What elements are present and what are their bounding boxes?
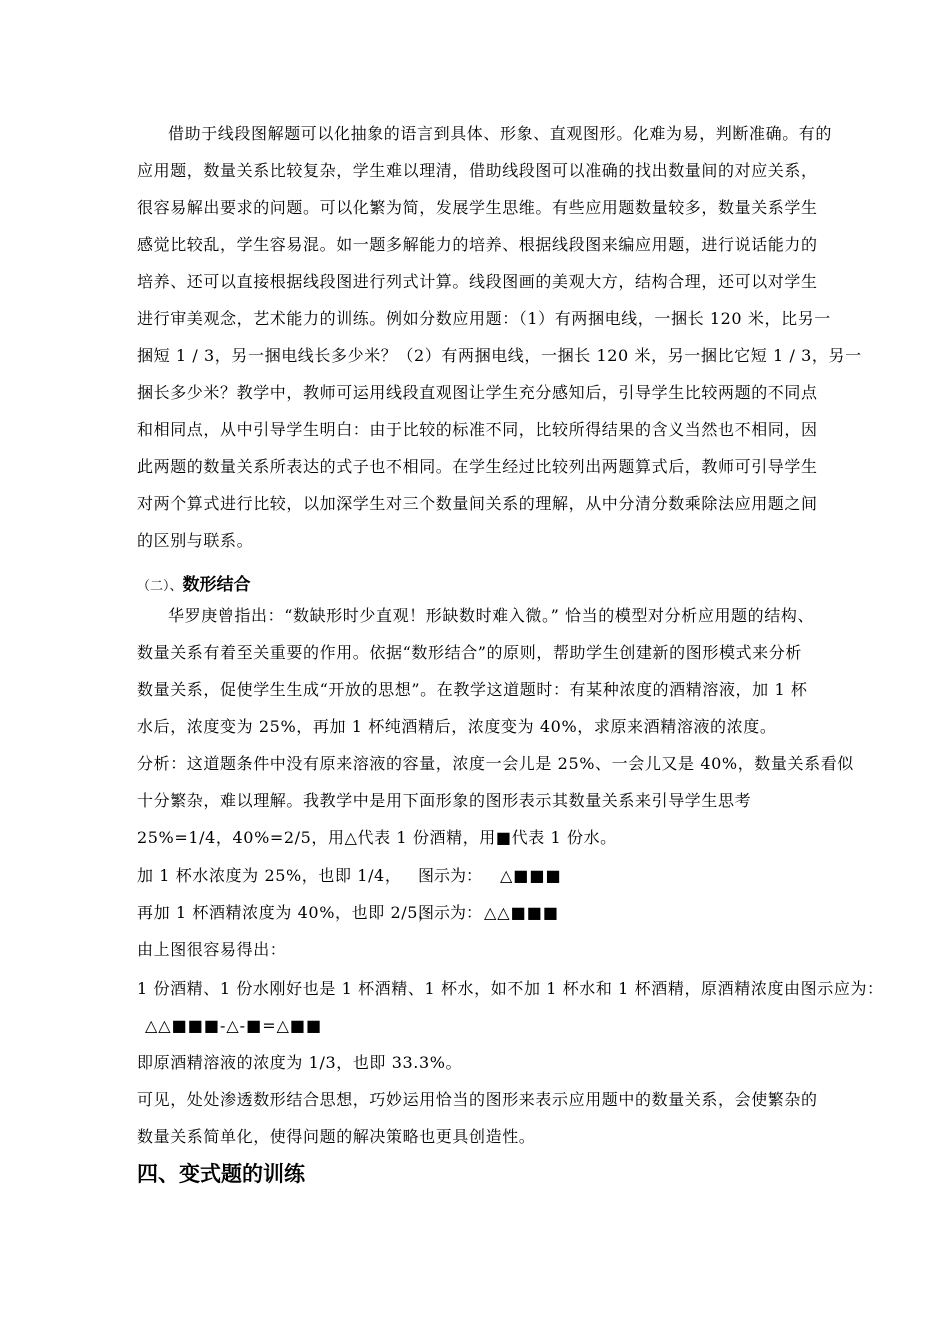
paragraph-line: 数量关系，促使学生生成“开放的思想”。在教学这道题时：有某种浓度的酒精溶液，加 1 杯 [137,680,808,699]
section-number: （二）、 [137,579,183,594]
figure1-symbols: △■■■ [500,866,562,885]
paragraph-line: 捆短 1 / 3，另一捆电线长多少米？（2）有两捆电线，一捆长 120 米，另一捆比它短 1 / 3，另一 [137,346,862,365]
paragraph-line: 对两个算式进行比较，以加深学生对三个数量间关系的理解，从中分清分数乘除法应用题之间 [137,494,818,513]
conclusion-line: 可见，处处渗透数形结合思想，巧妙运用恰当的图形来表示应用题中的数量关系，会使繁杂的 [137,1090,818,1109]
paragraph-line: 进行审美观念，艺术能力的训练。例如分数应用题：（1）有两捆电线，一捆长 120 米，比另一 [137,309,831,328]
conclusion-line: 1 份酒精、1 份水刚好也是 1 杯酒精、1 杯水，如不加 1 杯水和 1 杯酒精，原酒精浓度由图示应为： [137,979,884,998]
conclusion-line: 即原酒精溶液的浓度为 1/3，也即 33.3%。 [137,1053,463,1072]
chapter-heading: 四、变式题的训练 [137,1162,305,1186]
conclusion-line: 由上图很容易得出： [137,940,287,959]
conclusion-line: 数量关系简单化，使得问题的解决策略也更具创造性。 [137,1127,536,1146]
paragraph-line: 华罗庚曾指出：“数缺形时少直观！形缺数时难入微。” 恰当的模型对分析应用题的结构、 [168,606,815,625]
paragraph-line: 此两题的数量关系所表达的式子也不相同。在学生经过比较列出两题算式后，教师可引导学生 [137,457,818,476]
paragraph-line: 感觉比较乱，学生容易混。如一题多解能力的培养、根据线段图来编应用题，进行说话能力的 [137,235,818,254]
paragraph-line: 和相同点，从中引导学生明白：由于比较的标准不同，比较所得结果的含义当然也不相同，因 [137,420,818,439]
analysis-line: 分析：这道题条件中没有原来溶液的容量，浓度一会儿是 25%、一会儿又是 40%，数量关系看似 [137,754,854,773]
paragraph-line: 培养、还可以直接根据线段图进行列式计算。线段图画的美观大方，结构合理，还可以对学生 [137,272,818,291]
paragraph-line: 很容易解出要求的问题。可以化繁为简，发展学生思维。有些应用题数量较多，数量关系学生 [137,198,818,217]
paragraph-line: 的区别与联系。 [137,531,254,550]
paragraph-line: 水后，浓度变为 25%，再加 1 杯纯酒精后，浓度变为 40%，求原来酒精溶液的浓度。 [137,717,777,736]
paragraph-line: 借助于线段图解题可以化抽象的语言到具体、形象、直观图形。化难为易，判断准确。有的 [168,124,833,143]
symbol-equation: △△■■■-△-■=△■■ [145,1016,323,1035]
analysis-line: 25%=1/4，40%=2/5，用△代表 1 份酒精，用■代表 1 份水。 [137,828,617,847]
figure1-text: 加 1 杯水浓度为 25%，也即 1/4， [137,866,402,885]
paragraph-line: 数量关系有着至关重要的作用。依据“数形结合”的原则，帮助学生创建新的图形模式来分析 [137,643,802,662]
figure1-label: 图示为： [418,866,483,885]
section-title: 数形结合 [182,575,251,595]
figure2-label: 图示为： [418,903,483,922]
analysis-line: 十分繁杂，难以理解。我教学中是用下面形象的图形表示其数量关系来引导学生思考 [137,791,752,810]
figure2-text: 再加 1 杯酒精浓度为 40%，也即 2/5， [137,903,435,922]
figure2-symbols: △△■■■ [484,903,559,922]
paragraph-line: 捆长多少米？教学中，教师可运用线段直观图让学生充分感知后，引导学生比较两题的不同点 [137,383,818,402]
section-heading [137,570,251,595]
paragraph-line: 应用题，数量关系比较复杂，学生难以理清，借助线段图可以准确的找出数量间的对应关系， [137,161,818,180]
